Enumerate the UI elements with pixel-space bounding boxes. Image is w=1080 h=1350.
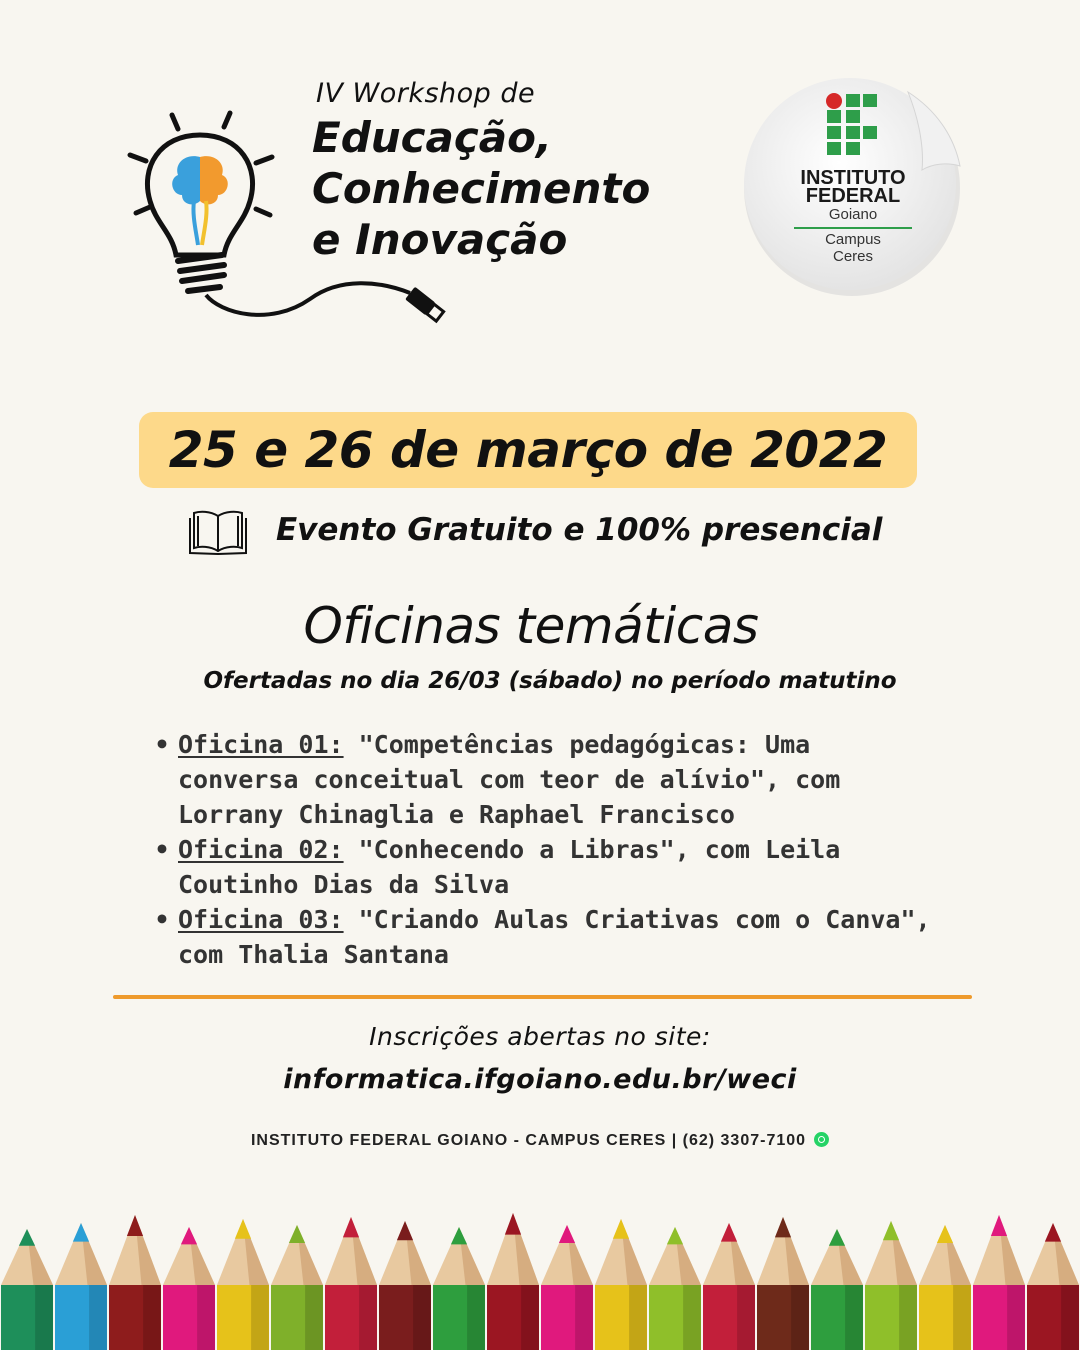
event-date: 25 e 26 de março de 2022: [168, 421, 888, 479]
logo-text: Campus: [825, 231, 881, 248]
pencil: [55, 1223, 107, 1350]
footer: [0, 1132, 1080, 1150]
oficinas-list: [152, 727, 942, 972]
divider: [113, 995, 972, 999]
oficina-label: Oficina 03:: [178, 905, 344, 934]
pencil: [487, 1213, 539, 1350]
registration-url[interactable]: informatica.ifgoiano.edu.br/weci: [283, 1064, 797, 1095]
colored-pencils-decoration: [0, 1185, 1080, 1350]
pencil: [1027, 1223, 1079, 1350]
pencil: [649, 1227, 701, 1350]
pencil: [865, 1221, 917, 1350]
workshop-title: [312, 112, 650, 265]
list-item: [152, 902, 942, 972]
logo-text: Ceres: [832, 248, 873, 265]
pencil: [271, 1225, 323, 1350]
list-item: [152, 727, 942, 832]
logo-text: Goiano: [828, 206, 878, 223]
oficinas-subtitle: Ofertadas no dia 26/03 (sábado) no período matutino: [203, 668, 897, 694]
oficinas-title: Oficinas temáticas: [303, 597, 759, 655]
pencil: [757, 1217, 809, 1350]
pencil: [1, 1229, 53, 1350]
pencil: [109, 1215, 161, 1350]
pencil: [595, 1219, 647, 1350]
pencil: [163, 1227, 215, 1350]
pencil: [973, 1215, 1025, 1350]
pencil: [919, 1225, 971, 1350]
oficina-description: "Conhecendo a Libras", com Leila Coutinho Dias da Silva: [178, 835, 841, 899]
title-line: Conhecimento: [312, 164, 651, 213]
logo-text: FEDERAL: [805, 185, 901, 207]
whatsapp-icon: [814, 1132, 829, 1147]
footer-text: INSTITUTO FEDERAL GOIANO - CAMPUS CERES | (62) 3307-7100: [250, 1132, 807, 1149]
title-line: e Inovação: [312, 215, 568, 264]
logo-text: INSTITUTO: [800, 167, 906, 189]
list-item: [152, 832, 942, 902]
oficina-label: Oficina 02:: [178, 835, 344, 864]
pencil: [325, 1217, 377, 1350]
title-line: Educação,: [312, 113, 552, 162]
pencil: [433, 1227, 485, 1350]
pencil: [541, 1225, 593, 1350]
oficina-label: Oficina 01:: [178, 730, 344, 759]
event-info: Evento Gratuito e 100% presencial: [276, 512, 883, 548]
pencil: [703, 1223, 755, 1350]
pencil: [811, 1229, 863, 1350]
logo-divider: [794, 227, 912, 229]
open-book-icon: [188, 508, 248, 556]
pencil: [217, 1219, 269, 1350]
registration-label: Inscrições abertas no site:: [369, 1022, 711, 1051]
pencil: [379, 1221, 431, 1350]
workshop-subtitle: IV Workshop de: [316, 78, 536, 109]
date-highlight: [139, 412, 917, 488]
oficina-description: "Competências pedagógicas: Uma conversa conceitual com teor de alívio", com Lorrany Chinaglia e Raphael Francisco: [178, 730, 841, 829]
oficina-description: "Criando Aulas Criativas com o Canva", com Thalia Santana: [178, 905, 931, 969]
